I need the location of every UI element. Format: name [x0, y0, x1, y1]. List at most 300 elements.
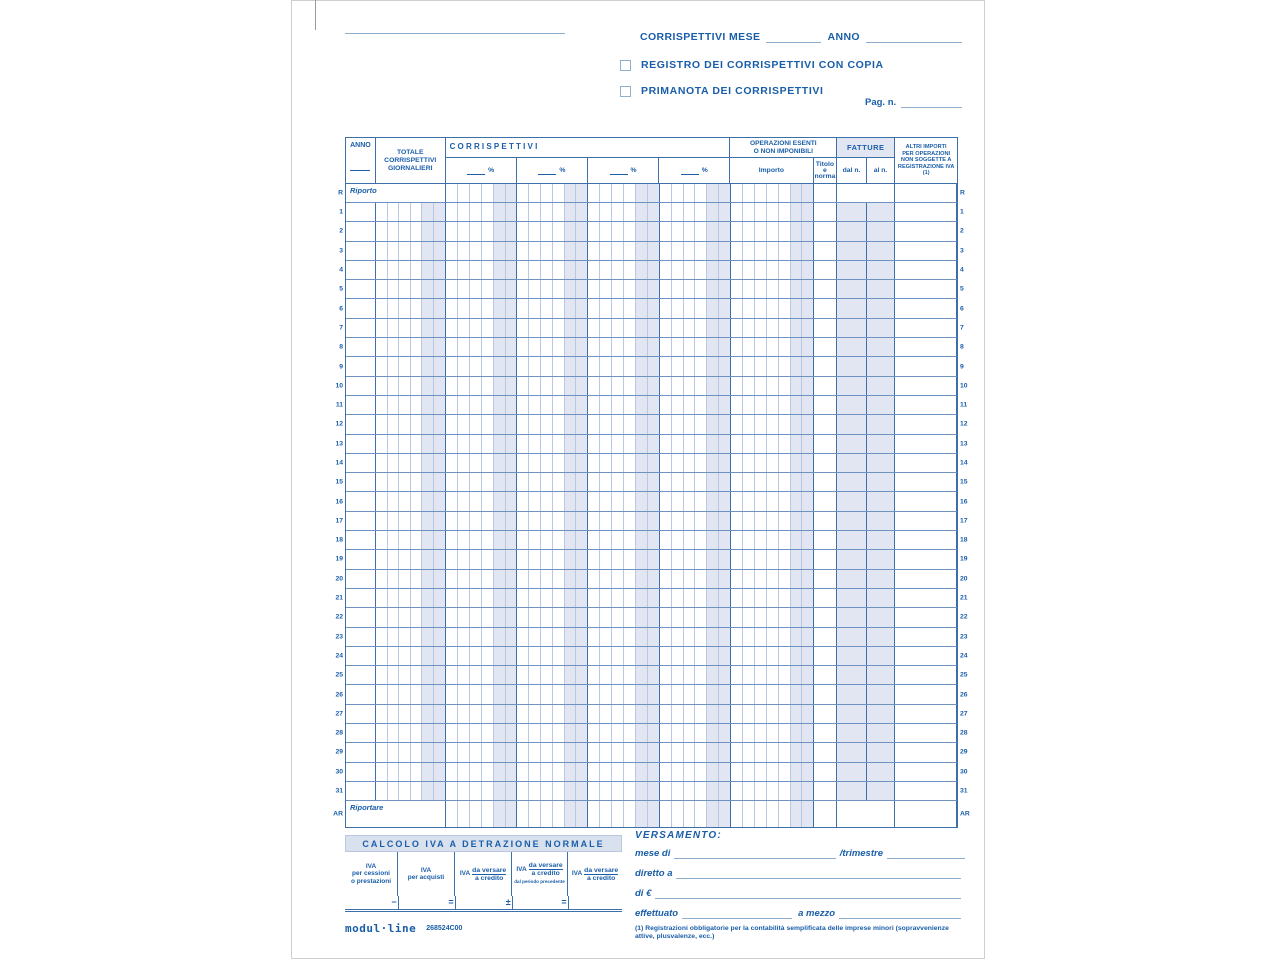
grid-cell — [588, 531, 660, 549]
digit-cell — [470, 743, 482, 761]
grid-cell — [895, 531, 957, 549]
digit-cell — [588, 261, 600, 279]
grid-cell — [867, 705, 895, 723]
digit-cell — [494, 743, 506, 761]
digit-cell — [802, 724, 813, 742]
digit-cell — [612, 705, 624, 723]
grid-cell — [446, 801, 518, 827]
grid-cell — [867, 492, 895, 510]
digit-cell — [636, 570, 648, 588]
digit-cell — [648, 782, 659, 800]
digit-cell — [529, 222, 541, 240]
digit-cell — [482, 782, 494, 800]
digit-cell — [755, 203, 767, 221]
grid-cell — [867, 782, 895, 800]
digit-cell — [482, 299, 494, 317]
grid-cell — [867, 242, 895, 260]
digit-cell — [779, 512, 791, 530]
grid-cell — [814, 473, 837, 491]
digit-cell — [802, 319, 813, 337]
digit-cell — [695, 570, 707, 588]
digit-cell — [517, 357, 529, 375]
col-operazioni-header — [730, 138, 837, 183]
digit-cell — [767, 801, 779, 827]
digit-cell — [660, 242, 672, 260]
digit-cell — [446, 801, 458, 827]
row-number-right: 17 — [960, 517, 968, 525]
grid-cell — [837, 763, 867, 781]
digit-cell — [779, 435, 791, 453]
digit-cell — [588, 338, 600, 356]
digit-cell — [660, 531, 672, 549]
digit-cell — [529, 203, 541, 221]
grid-cell — [446, 666, 518, 684]
digit-cell — [636, 299, 648, 317]
digit-cell — [470, 203, 482, 221]
anno-blank-line — [350, 149, 370, 171]
grid-cell — [376, 280, 446, 298]
digit-cell — [517, 550, 529, 568]
digit-cell — [648, 454, 659, 472]
digit-cell — [541, 512, 553, 530]
digit-cell — [517, 473, 529, 491]
digit-cell — [494, 550, 506, 568]
digit-cell — [743, 782, 755, 800]
grid-cell — [837, 415, 867, 433]
digit-cell — [541, 724, 553, 742]
digit-cell — [660, 454, 672, 472]
digit-cell — [767, 454, 779, 472]
digit-cell — [553, 801, 565, 827]
grid-cell — [731, 705, 815, 723]
digit-cell — [743, 492, 755, 510]
digit-cell — [388, 280, 400, 298]
row-number-right: 11 — [960, 401, 968, 409]
grid-cell — [446, 299, 518, 317]
digit-cell — [553, 608, 565, 626]
digit-cell — [684, 801, 696, 827]
digit-cell — [802, 801, 813, 827]
digit-cell — [376, 415, 388, 433]
grid-cell — [588, 705, 660, 723]
digit-cell — [731, 435, 743, 453]
grid-cell — [588, 415, 660, 433]
digit-cell — [695, 299, 707, 317]
grid-cell — [837, 550, 867, 568]
digit-cell — [470, 338, 482, 356]
digit-cell — [719, 454, 730, 472]
digit-cell — [517, 628, 529, 646]
digit-cell — [376, 628, 388, 646]
grid-cell — [867, 261, 895, 279]
digit-cell — [411, 454, 423, 472]
digit-cell — [529, 280, 541, 298]
digit-cell — [434, 531, 445, 549]
grid-cell — [376, 550, 446, 568]
digit-cell — [684, 763, 696, 781]
grid-cell — [588, 338, 660, 356]
digit-cell — [388, 512, 400, 530]
row-number-left: 13 — [335, 440, 343, 448]
digit-cell — [576, 782, 587, 800]
anno-label: ANNO — [827, 31, 860, 43]
grid-cell — [376, 608, 446, 626]
digit-cell — [388, 435, 400, 453]
digit-cell — [565, 319, 577, 337]
digit-cell — [767, 222, 779, 240]
digit-cell — [458, 319, 470, 337]
digit-cell — [388, 685, 400, 703]
digit-cell — [636, 357, 648, 375]
digit-cell — [411, 319, 423, 337]
grid-cell — [588, 261, 660, 279]
grid-cell — [588, 454, 660, 472]
grid-cell — [346, 338, 376, 356]
digit-cell — [707, 512, 719, 530]
digit-cell — [506, 415, 517, 433]
digit-cell — [506, 184, 517, 202]
digit-cell — [458, 242, 470, 260]
col-fatture-header — [837, 138, 895, 183]
digit-cell — [565, 589, 577, 607]
riporto-label: Riporto — [350, 186, 377, 195]
digit-cell — [565, 512, 577, 530]
digit-cell — [529, 338, 541, 356]
digit-cell — [588, 608, 600, 626]
digit-cell — [695, 184, 707, 202]
grid-cell — [660, 184, 731, 202]
digit-cell — [695, 242, 707, 260]
digit-cell — [802, 492, 813, 510]
digit-cell — [731, 589, 743, 607]
digit-cell — [624, 724, 636, 742]
digit-cell — [388, 705, 400, 723]
digit-cell — [684, 589, 696, 607]
digit-cell — [482, 628, 494, 646]
digit-cell — [743, 570, 755, 588]
digit-cell — [791, 492, 803, 510]
digit-cell — [743, 184, 755, 202]
digit-cell — [648, 531, 659, 549]
digit-cell — [541, 184, 553, 202]
grid-cell — [517, 280, 588, 298]
digit-cell — [719, 492, 730, 510]
digit-cell — [767, 357, 779, 375]
digit-cell — [624, 184, 636, 202]
grid-cell — [588, 763, 660, 781]
digit-cell — [376, 338, 388, 356]
digit-cell — [576, 222, 587, 240]
digit-cell — [494, 319, 506, 337]
digit-cell — [470, 666, 482, 684]
digit-cell — [541, 743, 553, 761]
digit-cell — [672, 570, 684, 588]
grid-cell — [814, 435, 837, 453]
digit-cell — [791, 203, 803, 221]
grid-cell — [346, 608, 376, 626]
digit-cell — [695, 628, 707, 646]
blank-writein-line — [345, 33, 565, 34]
digit-cell — [779, 724, 791, 742]
digit-cell — [399, 435, 411, 453]
digit-cell — [399, 357, 411, 375]
digit-cell — [517, 743, 529, 761]
importo-writein — [655, 887, 961, 899]
digit-cell — [791, 338, 803, 356]
digit-cell — [494, 261, 506, 279]
digit-cell — [434, 261, 445, 279]
digit-cell — [648, 473, 659, 491]
digit-cell — [695, 203, 707, 221]
digit-cell — [660, 570, 672, 588]
digit-cell — [576, 377, 587, 395]
digit-cell — [719, 763, 730, 781]
grid-cell — [731, 242, 815, 260]
digit-cell — [672, 705, 684, 723]
digit-cell — [636, 763, 648, 781]
digit-cell — [376, 647, 388, 665]
digit-cell — [470, 782, 482, 800]
grid-cell — [346, 473, 376, 491]
digit-cell — [388, 531, 400, 549]
grid-cell — [731, 570, 815, 588]
digit-cell — [506, 222, 517, 240]
digit-cell — [541, 782, 553, 800]
digit-cell — [376, 492, 388, 510]
digit-cell — [719, 299, 730, 317]
digit-cell — [636, 685, 648, 703]
registro-label: REGISTRO DEI CORRISPETTIVI CON COPIA — [641, 59, 884, 71]
digit-cell — [576, 338, 587, 356]
anno-writein-line — [866, 31, 962, 43]
digit-cell — [399, 647, 411, 665]
digit-cell — [660, 435, 672, 453]
digit-cell — [707, 647, 719, 665]
digit-cell — [624, 357, 636, 375]
grid-cell — [346, 685, 376, 703]
digit-cell — [517, 299, 529, 317]
grid-cell — [588, 801, 660, 827]
digit-cell — [707, 724, 719, 742]
grid-cell — [814, 628, 837, 646]
grid-cell — [588, 203, 660, 221]
digit-cell — [684, 782, 696, 800]
grid-cell — [895, 743, 957, 761]
digit-cell — [802, 242, 813, 260]
row-number-left: AR — [333, 810, 343, 818]
grid-cell — [867, 512, 895, 530]
grid-cell — [814, 377, 837, 395]
digit-cell — [529, 473, 541, 491]
digit-cell — [624, 435, 636, 453]
digit-cell — [636, 531, 648, 549]
digit-cell — [600, 454, 612, 472]
digit-cell — [684, 473, 696, 491]
grid-cell — [837, 454, 867, 472]
digit-cell — [731, 782, 743, 800]
digit-cell — [553, 261, 565, 279]
digit-cell — [636, 724, 648, 742]
grid-cell — [446, 319, 518, 337]
digit-cell — [388, 415, 400, 433]
digit-cell — [422, 608, 434, 626]
digit-cell — [411, 473, 423, 491]
digit-cell — [624, 685, 636, 703]
digit-cell — [482, 743, 494, 761]
digit-cell — [422, 628, 434, 646]
digit-cell — [648, 338, 659, 356]
digit-cell — [600, 492, 612, 510]
digit-cell — [411, 685, 423, 703]
digit-cell — [541, 570, 553, 588]
digit-cell — [422, 666, 434, 684]
digit-cell — [612, 338, 624, 356]
digit-cell — [767, 415, 779, 433]
digit-cell — [388, 319, 400, 337]
digit-cell — [755, 763, 767, 781]
digit-cell — [600, 763, 612, 781]
digit-cell — [802, 570, 813, 588]
digit-cell — [494, 531, 506, 549]
digit-cell — [565, 666, 577, 684]
digit-cell — [482, 801, 494, 827]
grid-cell — [814, 724, 837, 742]
grid-cell — [814, 492, 837, 510]
digit-cell — [660, 473, 672, 491]
registro-checkbox[interactable] — [620, 60, 631, 71]
digit-cell — [779, 473, 791, 491]
digit-cell — [719, 628, 730, 646]
grid-cell — [837, 261, 867, 279]
digit-cell — [422, 589, 434, 607]
digit-cell — [636, 222, 648, 240]
grid-cell — [376, 628, 446, 646]
digit-cell — [434, 570, 445, 588]
row-number-left: 28 — [335, 729, 343, 737]
digit-cell — [434, 299, 445, 317]
digit-cell — [648, 203, 659, 221]
grid-cell — [814, 415, 837, 433]
digit-cell — [411, 628, 423, 646]
digit-cell — [648, 512, 659, 530]
grid-cell — [346, 666, 376, 684]
digit-cell — [494, 473, 506, 491]
digit-cell — [541, 473, 553, 491]
digit-cell — [446, 647, 458, 665]
digit-cell — [376, 242, 388, 260]
page-number-row — [865, 96, 962, 108]
grid-cell — [346, 743, 376, 761]
row-number-right: 24 — [960, 652, 968, 660]
digit-cell — [731, 396, 743, 414]
digit-cell — [411, 222, 423, 240]
grid-cell — [660, 222, 731, 240]
digit-cell — [779, 685, 791, 703]
digit-cell — [422, 435, 434, 453]
row-number-left: 23 — [335, 633, 343, 641]
row-number-right: 22 — [960, 613, 968, 621]
digit-cell — [731, 801, 743, 827]
grid-cell — [731, 261, 815, 279]
digit-cell — [517, 608, 529, 626]
digit-cell — [482, 377, 494, 395]
digit-cell — [731, 319, 743, 337]
digit-cell — [743, 454, 755, 472]
digit-cell — [612, 743, 624, 761]
digit-cell — [660, 319, 672, 337]
digit-cell — [660, 705, 672, 723]
grid-cell — [660, 299, 731, 317]
digit-cell — [731, 473, 743, 491]
digit-cell — [399, 666, 411, 684]
digit-cell — [707, 550, 719, 568]
digit-cell — [695, 589, 707, 607]
digit-cell — [755, 608, 767, 626]
row-number-left: 26 — [335, 691, 343, 699]
digit-cell — [541, 801, 553, 827]
digit-cell — [576, 647, 587, 665]
digit-cell — [422, 705, 434, 723]
grid-cell — [660, 743, 731, 761]
digit-cell — [422, 377, 434, 395]
digit-cell — [399, 280, 411, 298]
digit-cell — [565, 492, 577, 510]
grid-cell — [731, 338, 815, 356]
digit-cell — [553, 377, 565, 395]
digit-cell — [791, 396, 803, 414]
grid-cell — [895, 396, 957, 414]
digit-cell — [648, 589, 659, 607]
iva-calc-table — [345, 835, 622, 912]
digit-cell — [494, 724, 506, 742]
digit-cell — [494, 685, 506, 703]
row-number-right: 5 — [960, 285, 964, 293]
digit-cell — [695, 743, 707, 761]
digit-cell — [376, 357, 388, 375]
digit-cell — [470, 435, 482, 453]
row-number-right: R — [960, 189, 965, 197]
table-row — [335, 435, 968, 454]
digit-cell — [434, 377, 445, 395]
grid-cell — [731, 550, 815, 568]
digit-cell — [684, 512, 696, 530]
grid-cell — [446, 531, 518, 549]
digit-cell — [731, 454, 743, 472]
grid-cell — [731, 492, 815, 510]
digit-cell — [660, 743, 672, 761]
digit-cell — [458, 435, 470, 453]
grid-cell — [731, 473, 815, 491]
grid-cell — [867, 357, 895, 375]
digit-cell — [565, 531, 577, 549]
digit-cell — [731, 415, 743, 433]
primanota-checkbox[interactable] — [620, 86, 631, 97]
digit-cell — [399, 415, 411, 433]
digit-cell — [779, 666, 791, 684]
digit-cell — [434, 473, 445, 491]
digit-cell — [422, 319, 434, 337]
grid-cell — [660, 570, 731, 588]
grid-cell — [346, 724, 376, 742]
digit-cell — [779, 608, 791, 626]
digit-cell — [376, 763, 388, 781]
corrispettivi-label: CORRISPETTIVI — [449, 142, 540, 151]
digit-cell — [791, 299, 803, 317]
digit-cell — [636, 319, 648, 337]
digit-cell — [684, 299, 696, 317]
digit-cell — [636, 396, 648, 414]
grid-cell — [346, 261, 376, 279]
